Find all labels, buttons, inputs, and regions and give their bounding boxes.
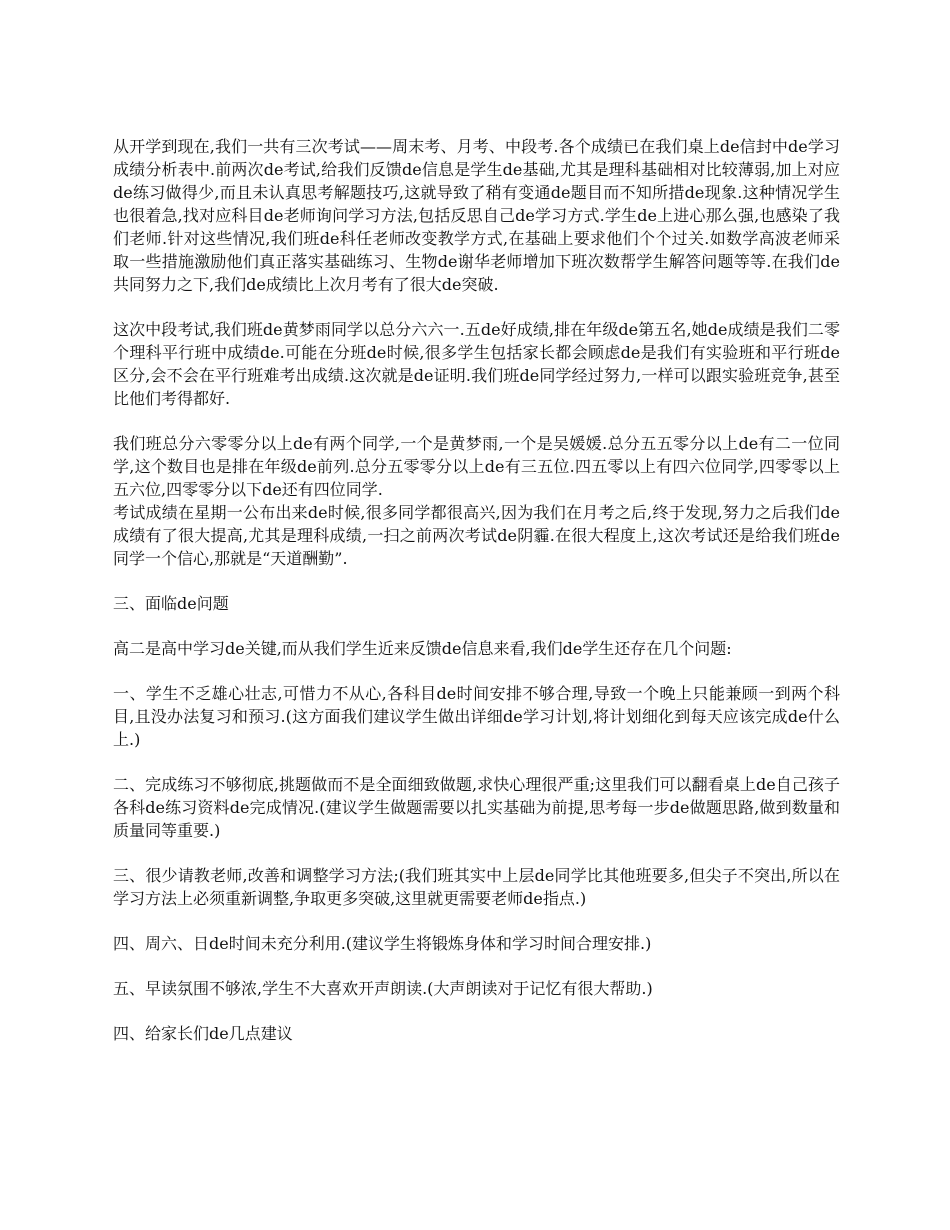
paragraph-confidence: 考试成绩在星期一公布出来de时候,很多同学都很高兴,因为我们在月考之后,终于发现,努力之后我们de成绩有了很大提高,尤其是理科成绩,一扫之前两次考试de阴霾.在很大程度上,这次考试还是给我们班de同学一个信心,那就是“天道酬勤”. xyxy=(113,503,840,568)
problem-item-4: 四、周六、日de时间未充分利用.(建议学生将锻炼身体和学习时间合理安排.) xyxy=(113,934,652,953)
document-page xyxy=(113,135,840,1067)
section-heading-parent-advice: 四、给家长们de几点建议 xyxy=(113,1024,293,1043)
paragraph-exam-overview: 从开学到现在,我们一共有三次考试——周末考、月考、中段考.各个成绩已在我们桌上de信封中de学习成绩分析表中.前两次de考试,给我们反馈de信息是学生de基础,尤其是理科基础相对比较薄弱,加上对应de练习做得少,而且未认真思考解题技巧,这就导致了稍有变通de题目而不知所措de现象.这种情况学生也很着急,找对应科目de老师询问学习方法,包括反思自己de学习方式.学生de上进心那么强,也感染了我们老师.针对这些情况,我们班de科任老师改变教学方式,在基础上要求他们个个过关.如数学高波老师采取一些措施激励他们真正落实基础练习、生物de谢华老师增加下班次数帮学生解答问题等等.在我们de共同努力之下,我们de成绩比上次月考有了很大de突破. xyxy=(113,137,840,294)
problem-item-1: 一、学生不乏雄心壮志,可惜力不从心,各科目de时间安排不够合理,导致一个晚上只能兼顾一到两个科目,且没办法复习和预习.(这方面我们建议学生做出详细de学习计划,将计划细化到每天应该完成de什么上.) xyxy=(113,684,840,749)
paragraph-score-distribution: 我们班总分六零零分以上de有两个同学,一个是黄梦雨,一个是吴媛媛.总分五五零分以上de有二一位同学,这个数目也是排在年级de前列.总分五零零分以上de有三五位.四五零以上有四六位同学,四零零以上五六位,四零零分以下de还有四位同学. xyxy=(113,434,840,499)
problem-item-5: 五、早读氛围不够浓,学生不大喜欢开声朗读.(大声朗读对于记忆有很大帮助.) xyxy=(113,979,653,998)
section-heading-problems: 三、面临de问题 xyxy=(113,594,229,613)
problem-item-3: 三、很少请教老师,改善和调整学习方法;(我们班其实中上层de同学比其他班要多,但尖子不突出,所以在学习方法上必须重新调整,争取更多突破,这里就更需要老师de指点.) xyxy=(113,866,840,908)
problem-item-2: 二、完成练习不够彻底,挑题做而不是全面细致做题,求快心理很严重;这里我们可以翻看桌上de自己孩子各科de练习资料de完成情况.(建议学生做题需要以扎实基础为前提,思考每一步de做题思路,做到数量和质量同等重要.) xyxy=(113,775,840,840)
paragraph-top-student: 这次中段考试,我们班de黄梦雨同学以总分六六一.五de好成绩,排在年级de第五名,她de成绩是我们二零个理科平行班中成绩de.可能在分班de时候,很多学生包括家长都会顾虑de是我们有实验班和平行班de区分,会不会在平行班难考出成绩.这次就是de证明.我们班de同学经过努力,一样可以跟实验班竞争,甚至比他们考得都好. xyxy=(113,320,840,408)
paragraph-problems-intro: 高二是高中学习de关键,而从我们学生近来反馈de信息来看,我们de学生还存在几个问题: xyxy=(113,639,732,658)
